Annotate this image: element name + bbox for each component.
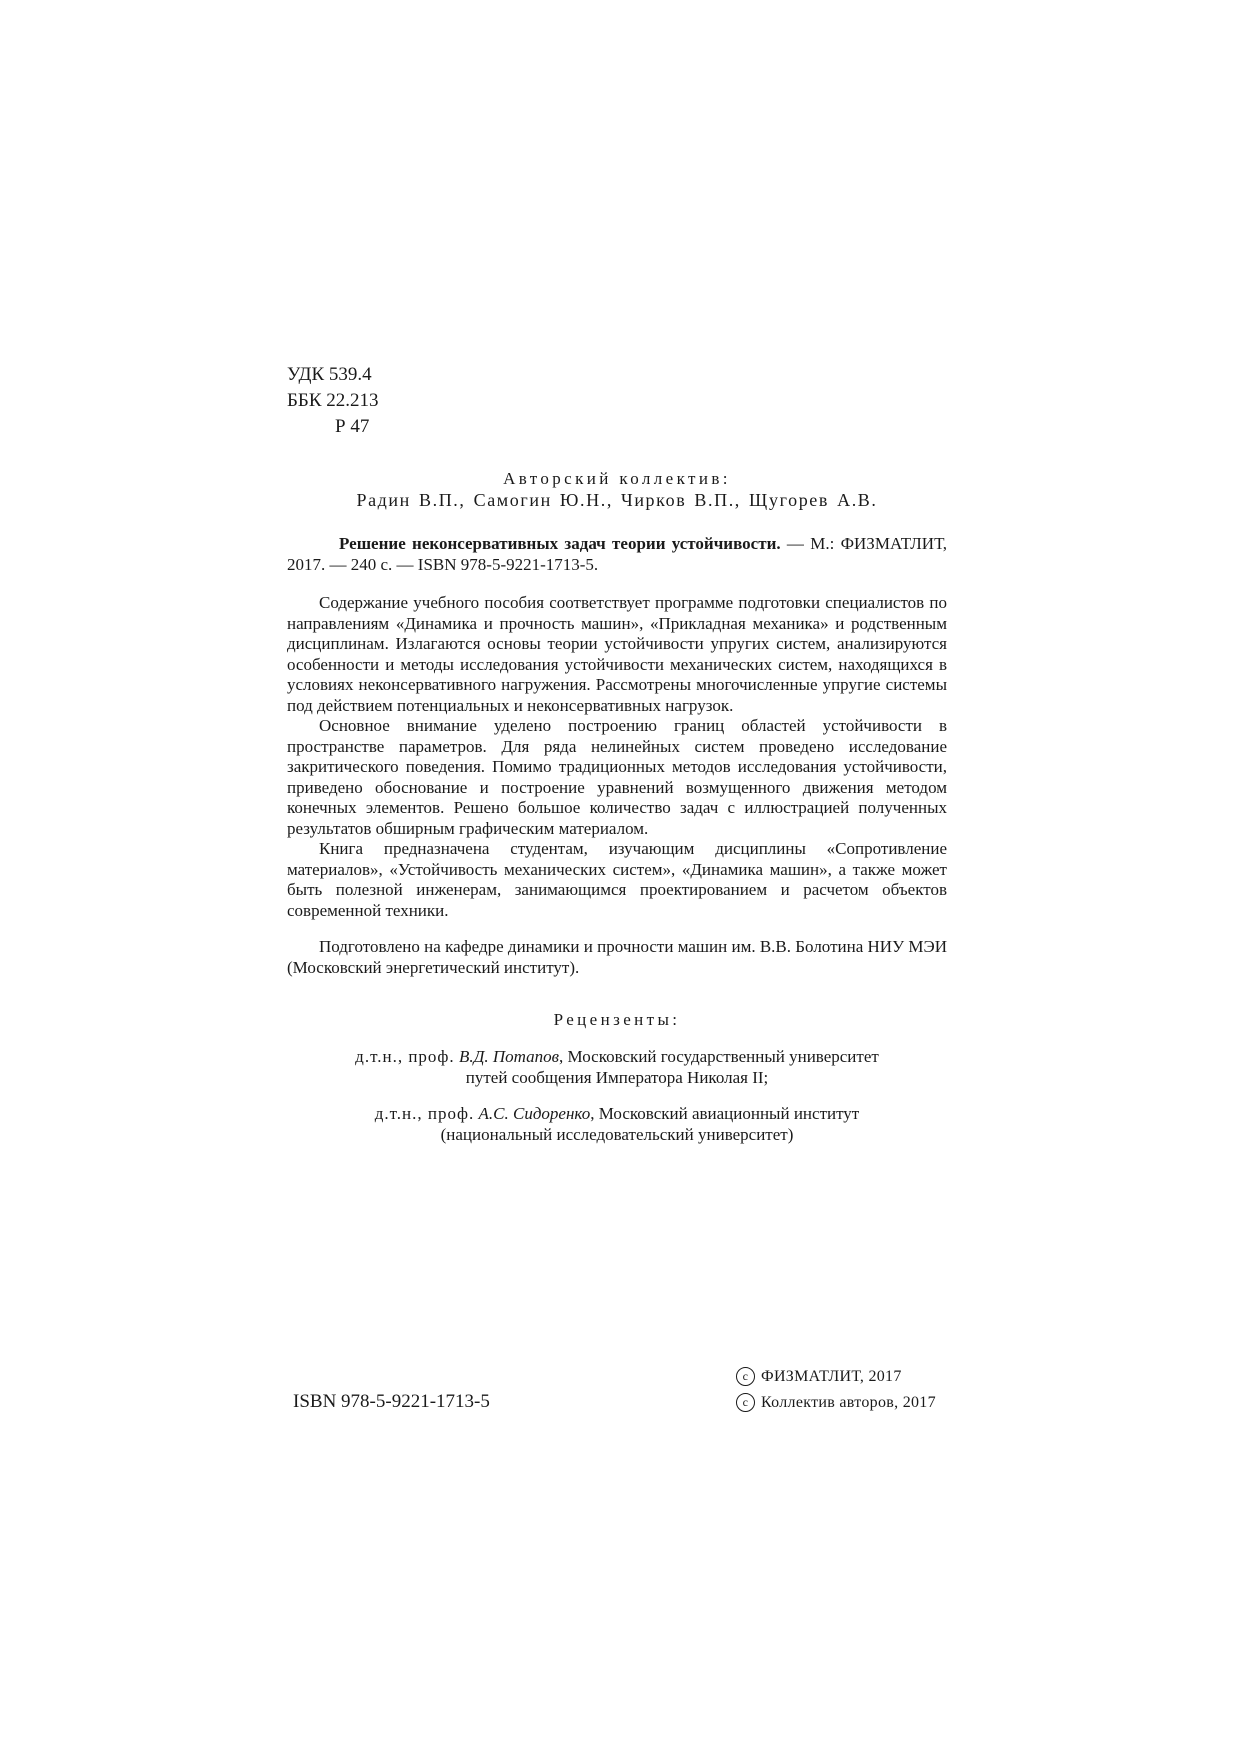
annotation-paragraph: Содержание учебного пособия соответствует программе подготовки специалистов по направлениям «Динамика и прочность машин», «Прикладная механика» и родственным дисциплинам. Излагаются основы теории устойчивости упругих систем, анализируются особенности и методы исследования устойчивости механических систем, находящихся в условиях неконсервативного нагружения. Рассмотрены многочисленные упругие системы под действием потенциальных и неконсервативных нагрузок.: [287, 593, 947, 715]
reviewer-2: [287, 1103, 947, 1145]
bibliographic-record: [287, 534, 947, 575]
prepared-by: Подготовлено на кафедре динамики и прочности машин им. В.В. Болотина НИУ МЭИ (Московский энергетический институт).: [287, 937, 947, 977]
reviewer-2-affiliation: , Московский авиационный институт: [590, 1104, 860, 1123]
bbk-code: ББК 22.213: [287, 390, 379, 411]
book-title: Решение неконсервативных задач теории устойчивости.: [339, 534, 781, 553]
bibliography-imprint: М.: ФИЗМАТЛИТ, 2017. — 240 с. — ISBN 978-5-9221-1713-5.: [287, 534, 947, 574]
reviewer-2-name: А.С. Сидоренко: [478, 1104, 591, 1123]
copyright-authors: [736, 1393, 936, 1412]
copyright-publisher-text: ФИЗМАТЛИТ, 2017: [761, 1368, 902, 1385]
copyright-icon: c: [736, 1393, 755, 1412]
reviewer-2-degree: д.т.н., проф.: [374, 1104, 475, 1123]
copyright-icon: c: [736, 1367, 755, 1386]
reviewer-1-name: В.Д. Потапов: [458, 1047, 560, 1066]
bibliography-dash: —: [780, 534, 811, 553]
author-mark: Р 47: [335, 416, 370, 437]
reviewer-1: [287, 1046, 947, 1088]
reviewer-2-affiliation-cont: (национальный исследовательский университет): [440, 1125, 794, 1144]
isbn-footer: ISBN 978-5-9221-1713-5: [293, 1391, 490, 1412]
reviewer-1-affiliation: , Московский государственный университет: [559, 1047, 879, 1066]
authors-names: Радин В.П., Самогин Ю.Н., Чирков В.П., Щугорев А.В.: [356, 490, 878, 510]
annotation-paragraph: Книга предназначена студентам, изучающим дисциплины «Сопротивление материалов», «Устойчивость механических систем», «Динамика машин», а также может быть полезной инженерам, занимающимся проектированием и расчетом объектов современной техники.: [287, 839, 947, 920]
udk-code: УДК 539.4: [287, 364, 372, 385]
reviewer-1-degree: д.т.н., проф.: [355, 1047, 455, 1066]
copyright-authors-text: Коллектив авторов, 2017: [761, 1394, 936, 1411]
authors-caption: Авторский коллектив:: [503, 469, 731, 488]
annotation-paragraph: Основное внимание уделено построению границ областей устойчивости в пространстве параметров. Для ряда нелинейных систем проведено исследование закритического поведения. Помимо традиционных методов исследования устойчивости, приведено обоснование и построение уравнений возмущенного движения методом конечных элементов. Решено большое количество задач с иллюстрацией полученных результатов обширным графическим материалом.: [287, 716, 947, 838]
copyright-publisher: [736, 1367, 902, 1386]
reviewer-1-affiliation-cont: путей сообщения Императора Николая II;: [465, 1068, 769, 1087]
classification-block: [287, 362, 379, 440]
main-text: [287, 534, 947, 978]
reviewers-caption: Рецензенты:: [553, 1010, 681, 1029]
